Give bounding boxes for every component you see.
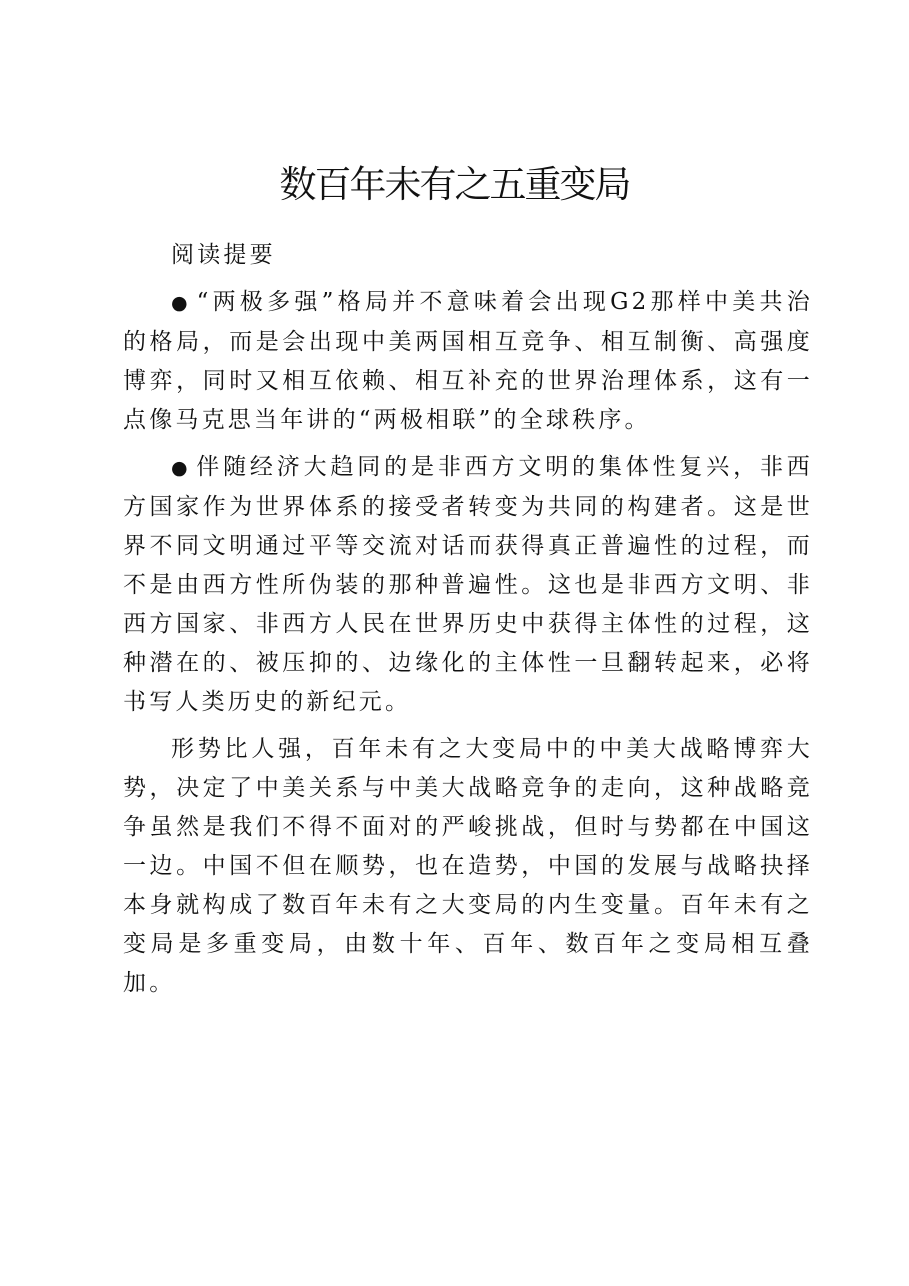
- document-body: [123, 236, 813, 1003]
- bullet-paragraph-2: [123, 448, 813, 722]
- bullet-paragraph-1: [123, 283, 813, 440]
- document-title: 数百年未有之五重变局: [279, 163, 630, 206]
- body-paragraph: 形势比人强，百年未有之大变局中的中美大战略博弈大势，决定了中美关系与中美大战略竞争的走向，这种战略竞争虽然是我们不得不面对的严峻挑战，但时与势都在中国这一边。中国不但在顺势，也在造势，中国的发展与战略抉择本身就构成了数百年未有之大变局的内生变量。百年未有之变局是多重变局，由数十年、百年、数百年之变局相互叠加。: [123, 736, 813, 996]
- bullet-text-1: “两极多强”格局并不意味着会出现G2那样中美共治的格局，而是会出现中美两国相互竞争、相互制衡、高强度博弈，同时又相互依赖、相互补充的世界治理体系，这有一点像马克思当年讲的“两极相联”的全球秩序。: [123, 289, 813, 433]
- abstract-heading: 阅读提要: [171, 242, 276, 268]
- bullet-icon: ●: [171, 292, 189, 314]
- bullet-icon: ●: [171, 457, 189, 479]
- bullet-text-2: 伴随经济大趋同的是非西方文明的集体性复兴，非西方国家作为世界体系的接受者转变为共同的构建者。这是世界不同文明通过平等交流对话而获得真正普遍性的过程，而不是由西方性所伪装的那种普遍性。这也是非西方文明、非西方国家、非西方人民在世界历史中获得主体性的过程，这种潜在的、被压抑的、边缘化的主体性一旦翻转起来，必将书写人类历史的新纪元。: [123, 454, 813, 715]
